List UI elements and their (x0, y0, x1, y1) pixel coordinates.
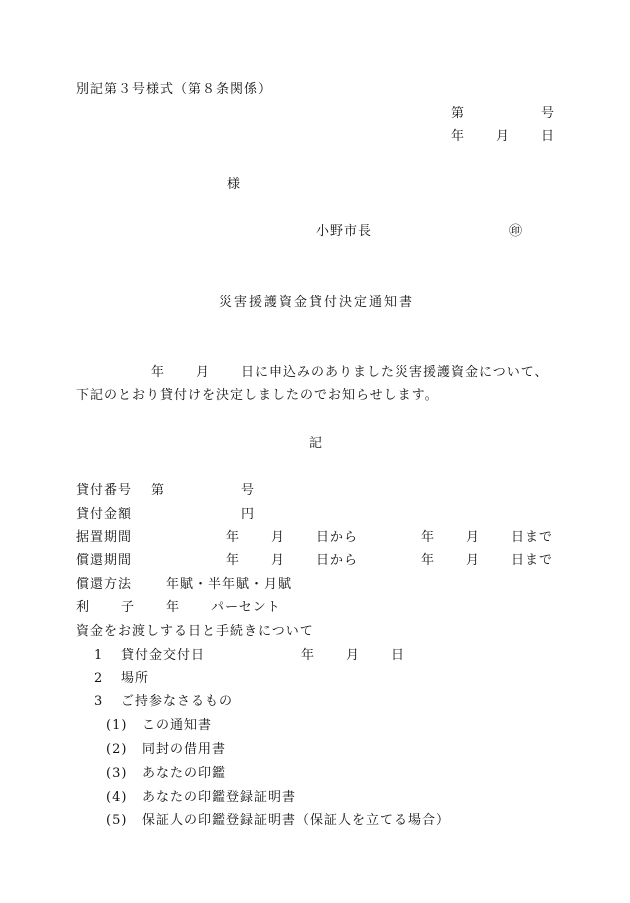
body-month: 月 (196, 365, 211, 380)
bring-item-num: (4) (106, 790, 128, 805)
body-line1: 日に申込みのありました災害援護資金について、 (241, 365, 549, 380)
grace-period-month1: 月 (271, 530, 286, 545)
repay-method-label: 償還方法 (76, 577, 133, 592)
body-year: 年 (151, 365, 166, 380)
procedure-2-num: 2 (94, 671, 104, 686)
bring-item-text: あなたの印鑑登録証明書 (142, 790, 297, 805)
loan-number-go: 号 (241, 483, 256, 498)
procedure-1-day: 日 (391, 648, 406, 663)
interest-label-shi: 子 (121, 600, 136, 615)
grace-period-from: 日から (316, 530, 359, 545)
form-label: 別記第３号様式（第８条関係） (76, 82, 273, 97)
bring-item-text: 同封の借用書 (142, 742, 227, 757)
date-month: 月 (496, 129, 511, 144)
repay-period-year1: 年 (226, 553, 241, 568)
body-line2: 下記のとおり貸付けを決定しましたのでお知らせします。 (76, 388, 439, 403)
bring-item-num: (2) (106, 742, 128, 757)
loan-amount-label: 貸付金額 (76, 507, 133, 522)
procedure-heading: 資金をお渡しする日と手続きについて (76, 624, 314, 639)
document-title: 災害援護資金貸付決定通知書 (219, 295, 415, 310)
number-dai: 第 (451, 106, 466, 121)
procedure-1-month: 月 (346, 648, 361, 663)
repay-period-from: 日から (316, 553, 359, 568)
procedure-1-label: 貸付金交付日 (121, 648, 206, 663)
loan-amount-yen: 円 (241, 507, 256, 522)
bring-item-num: (5) (106, 813, 128, 828)
loan-number-dai: 第 (151, 483, 166, 498)
interest-label-ri: 利 (76, 600, 91, 615)
procedure-2-label: 場所 (121, 671, 150, 686)
loan-number-label: 貸付番号 (76, 483, 133, 498)
ki-heading: 記 (309, 436, 324, 451)
date-day: 日 (541, 129, 556, 144)
bring-item-text: 保証人の印鑑登録証明書（保証人を立てる場合） (142, 813, 451, 828)
repay-period-label: 償還期間 (76, 553, 133, 568)
repay-method-value: 年賦・半年賦・月賦 (166, 577, 293, 592)
grace-period-month2: 月 (466, 530, 481, 545)
grace-period-year1: 年 (226, 530, 241, 545)
date-year: 年 (451, 129, 466, 144)
repay-period-year2: 年 (421, 553, 436, 568)
addressee-sama: 様 (227, 177, 242, 192)
repay-period-month1: 月 (271, 553, 286, 568)
bring-item-text: この通知書 (142, 718, 213, 733)
procedure-1-year: 年 (301, 648, 316, 663)
sender-name: 小野市長 (316, 224, 373, 239)
repay-period-until: 日まで (511, 553, 554, 568)
procedure-3-num: 3 (94, 694, 104, 709)
grace-period-until: 日まで (511, 530, 554, 545)
seal-mark: ㊞ (509, 224, 524, 239)
grace-period-label: 据置期間 (76, 530, 133, 545)
bring-item-num: (1) (106, 718, 128, 733)
bring-item-num: (3) (106, 766, 128, 781)
interest-percent: パーセント (211, 600, 281, 615)
procedure-1-num: 1 (94, 648, 104, 663)
bring-item-text: あなたの印鑑 (142, 766, 227, 781)
grace-period-year2: 年 (421, 530, 436, 545)
procedure-3-label: ご持参なさるもの (121, 694, 234, 709)
interest-year: 年 (166, 600, 181, 615)
repay-period-month2: 月 (466, 553, 481, 568)
number-go: 号 (541, 106, 556, 121)
